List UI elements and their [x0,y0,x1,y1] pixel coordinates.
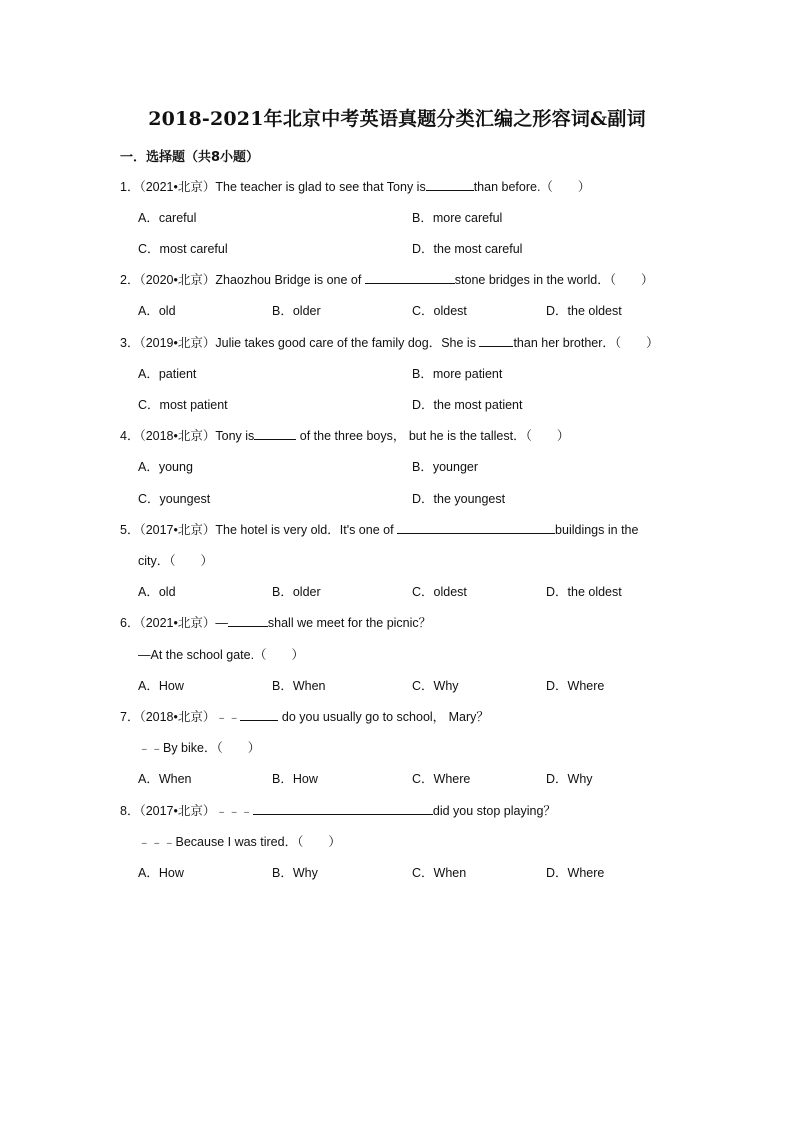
question-text-before: The hotel is very old．It's one of [215,523,398,537]
option-d: D．the oldest [546,304,622,318]
option-d: D．Why [546,772,593,786]
question-text-after: of the three boys， but he is the tallest．（ ） [296,429,570,443]
question-number: 3． [120,336,140,350]
option-a: A．How [138,679,184,693]
option-d: D．the youngest [412,492,506,506]
option-d: D．the most patient [412,398,523,412]
question-source: （2018•北京） [139,429,216,443]
question-source: （2019•北京） [139,336,216,350]
option-a: A．old [138,585,176,599]
option-b: B．Why [272,866,318,880]
question-number: 8． [120,804,140,818]
question-text-after: buildings in the [555,523,639,537]
option-c: C．most patient [138,398,228,412]
option-c: C．most careful [138,242,228,256]
option-c: C．oldest [412,585,467,599]
question-source: （2021•北京） [139,180,216,194]
option-b: B．more careful [412,211,503,225]
question-text-before: The teacher is glad to see that Tony is [215,180,426,194]
answer-blank [253,804,433,815]
section-heading: 一．选择题（共8小题） [120,150,260,165]
option-a: A．How [138,866,184,880]
question-number: 1． [120,180,140,194]
question-text-before: Julie takes good care of the family dog．She is [215,336,480,350]
question-7-continuation: ﹣﹣By bike．（ ） [138,741,261,755]
question-number: 6． [120,616,140,630]
option-a: A．young [138,460,193,474]
option-d: D．Where [546,679,605,693]
option-a: A．When [138,772,192,786]
question-7 [120,707,489,725]
answer-blank [240,710,278,721]
option-c: C．When [412,866,467,880]
option-b: B．younger [412,460,479,474]
answer-blank [254,429,296,440]
question-5 [120,520,638,538]
question-2 [120,270,654,288]
page-title: 2018-2021年北京中考英语真题分类汇编之形容词&副词 [148,108,646,130]
question-text-after: than her brother．（ ） [513,336,659,350]
option-d: D．the most careful [412,242,523,256]
question-8-continuation: ﹣﹣﹣Because I was tired．（ ） [138,835,341,849]
answer-blank [479,336,513,347]
question-text-after: do you usually go to school， Mary？ [278,710,489,724]
question-number: 5． [120,523,140,537]
option-b: B．more patient [412,367,503,381]
question-6 [120,613,431,631]
question-1 [120,177,590,195]
option-c: C．oldest [412,304,467,318]
option-d: D．Where [546,866,605,880]
question-source: （2017•北京） [139,523,216,537]
question-source: （2017•北京） [139,804,216,818]
answer-blank [397,523,555,534]
option-a: A．careful [138,211,197,225]
question-source: （2021•北京） [139,616,216,630]
answer-blank [365,273,455,284]
question-text-before: Zhaozhou Bridge is one of [215,273,365,287]
question-4 [120,426,569,444]
question-source: （2020•北京） [139,273,216,287]
question-text-before: — [215,616,228,630]
option-c: C．Why [412,679,459,693]
question-text-before: ﹣﹣ [215,710,241,724]
option-c: C．youngest [138,492,211,506]
question-6-continuation: —At the school gate.（ ） [138,648,305,662]
question-text-after: than before.（ ） [473,180,591,194]
question-5-continuation: city．（ ） [138,554,214,568]
question-8 [120,801,556,819]
question-text-after: did you stop playing？ [432,804,556,818]
question-text-after: shall we meet for the picnic？ [267,616,432,630]
answer-blank [228,616,268,627]
option-d: D．the oldest [546,585,622,599]
question-source: （2018•北京） [139,710,216,724]
option-a: A．patient [138,367,197,381]
option-b: B．older [272,585,321,599]
option-a: A．old [138,304,176,318]
option-b: B．older [272,304,321,318]
question-number: 7． [120,710,140,724]
option-c: C．Where [412,772,471,786]
option-b: B．How [272,772,318,786]
answer-blank [426,180,474,191]
question-text-before: ﹣﹣﹣ [215,804,253,818]
question-number: 4． [120,429,140,443]
question-number: 2． [120,273,140,287]
question-3 [120,333,659,351]
question-text-after: stone bridges in the world．（ ） [454,273,654,287]
question-text-before: Tony is [215,429,255,443]
option-b: B．When [272,679,326,693]
